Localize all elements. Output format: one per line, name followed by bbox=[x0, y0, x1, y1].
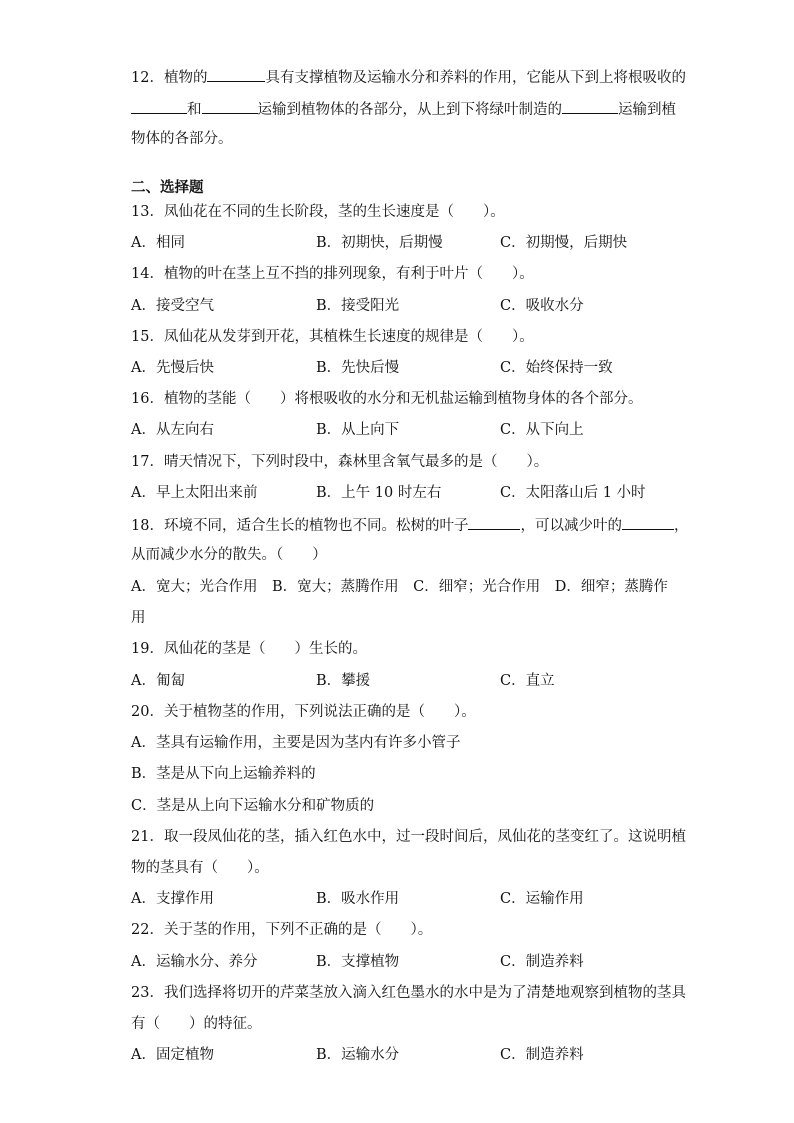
option-c[interactable]: C．茎是从上向下运输水分和矿物质的 bbox=[131, 798, 375, 814]
option-a[interactable]: A．接受空气 bbox=[131, 298, 214, 314]
q12-blank-4[interactable] bbox=[562, 98, 618, 114]
option-b[interactable]: B．上午 10 时左右 bbox=[316, 485, 442, 501]
option-a[interactable]: A．支撑作用 bbox=[131, 891, 214, 907]
q18-text: ，可以减少叶的 bbox=[520, 518, 622, 534]
option-b[interactable]: B．接受阳光 bbox=[316, 298, 400, 314]
q12-text: 12．植物的 bbox=[131, 70, 208, 86]
option-c[interactable]: C．吸收水分 bbox=[500, 298, 584, 314]
option-c[interactable]: C．运输作用 bbox=[500, 891, 584, 907]
q18-text: 18．环境不同，适合生长的植物也不同。松树的叶子 bbox=[131, 518, 469, 534]
question-stem: 14．植物的叶在茎上互不挡的排列现象，有利于叶片（ ）。 bbox=[131, 266, 534, 282]
option-a[interactable]: A．早上太阳出来前 bbox=[131, 485, 258, 501]
section-title: 二、选择题 bbox=[131, 179, 204, 196]
q18-line-1 bbox=[131, 514, 688, 536]
q12-text: 和 bbox=[187, 102, 202, 118]
q12-line-2 bbox=[131, 98, 676, 120]
option-a[interactable]: A．运输水分、养分 bbox=[131, 954, 258, 970]
option-a[interactable]: A．先慢后快 bbox=[131, 360, 214, 376]
q12-blank-2[interactable] bbox=[131, 98, 187, 114]
q12-blank-1[interactable] bbox=[207, 66, 265, 82]
q18-line-2: 从而减少水分的散失。（ ） bbox=[131, 547, 327, 563]
question-stem: 13．凤仙花在不同的生长阶段，茎的生长速度是（ ）。 bbox=[131, 204, 505, 220]
option-c[interactable]: C．制造养料 bbox=[500, 954, 584, 970]
q18-blank-2[interactable] bbox=[622, 514, 674, 530]
option-b[interactable]: B．支撑植物 bbox=[316, 954, 400, 970]
q12-line-3 bbox=[131, 129, 233, 149]
option-b[interactable]: B．茎是从下向上运输养料的 bbox=[131, 766, 316, 782]
option-b[interactable]: B．吸水作用 bbox=[316, 891, 400, 907]
option-a[interactable]: A．固定植物 bbox=[131, 1047, 214, 1063]
question-stem: 16．植物的茎能（ ）将根吸收的水分和无机盐运输到植物身体的各个部分。 bbox=[131, 391, 643, 407]
question-stem: 17．晴天情况下，下列时段中，森林里含氧气最多的是（ ）。 bbox=[131, 454, 549, 470]
option-c[interactable]: C．始终保持一致 bbox=[500, 360, 613, 376]
q12-blank-3[interactable] bbox=[202, 98, 258, 114]
option-b[interactable]: B．先快后慢 bbox=[316, 360, 400, 376]
option-c[interactable]: C．初期慢，后期快 bbox=[500, 235, 628, 251]
option-c[interactable]: C．制造养料 bbox=[500, 1047, 584, 1063]
question-stem: 15．凤仙花从发芽到开花，其植株生长速度的规律是（ ）。 bbox=[131, 329, 534, 345]
option-a[interactable]: A．茎具有运输作用，主要是因为茎内有许多小管子 bbox=[131, 735, 461, 751]
option-b[interactable]: B．初期快，后期慢 bbox=[316, 235, 443, 251]
q18-options-wrap: 用 bbox=[131, 610, 146, 626]
option-c[interactable]: C．从下向上 bbox=[500, 422, 584, 438]
question-stem: 21．取一段凤仙花的茎，插入红色水中，过一段时间后，凤仙花的茎变红了。这说明植 bbox=[131, 829, 686, 845]
q12-text: 物体的各部分。 bbox=[131, 131, 233, 147]
q12-line-1 bbox=[131, 66, 686, 88]
option-a[interactable]: A．匍匐 bbox=[131, 673, 185, 689]
question-stem: 20．关于植物茎的作用，下列说法正确的是（ ）。 bbox=[131, 704, 476, 720]
question-stem: 23．我们选择将切开的芹菜茎放入滴入红色墨水的水中是为了清楚地观察到植物的茎具 bbox=[131, 985, 686, 1001]
question-stem-cont: 物的茎具有（ ）。 bbox=[131, 860, 269, 876]
question-stem: 22．关于茎的作用，下列不正确的是（ ）。 bbox=[131, 922, 433, 938]
option-b[interactable]: B．从上向下 bbox=[316, 422, 400, 438]
option-c[interactable]: C．太阳落山后 1 小时 bbox=[500, 485, 646, 501]
q12-text: 运输到植 bbox=[618, 102, 676, 118]
question-stem-cont: 有（ ）的特征。 bbox=[131, 1016, 262, 1032]
q12-text: 具有支撑植物及运输水分和养料的作用，它能从下到上将根吸收的 bbox=[265, 70, 686, 86]
q18-text: ， bbox=[673, 518, 689, 534]
option-c[interactable]: C．直立 bbox=[500, 673, 555, 689]
q18-blank-1[interactable] bbox=[468, 514, 520, 530]
question-stem: 19．凤仙花的茎是（ ）生长的。 bbox=[131, 641, 367, 657]
q12-text: 运输到植物体的各部分，从上到下将绿叶制造的 bbox=[257, 102, 562, 118]
option-a[interactable]: A．相同 bbox=[131, 235, 185, 251]
option-a[interactable]: A．从左向右 bbox=[131, 422, 214, 438]
option-b[interactable]: B．运输水分 bbox=[316, 1047, 400, 1063]
option-b[interactable]: B．攀援 bbox=[316, 673, 371, 689]
q18-options[interactable]: A．宽大；光合作用 B．宽大；蒸腾作用 C．细窄；光合作用 D．细窄；蒸腾作 bbox=[131, 579, 668, 595]
